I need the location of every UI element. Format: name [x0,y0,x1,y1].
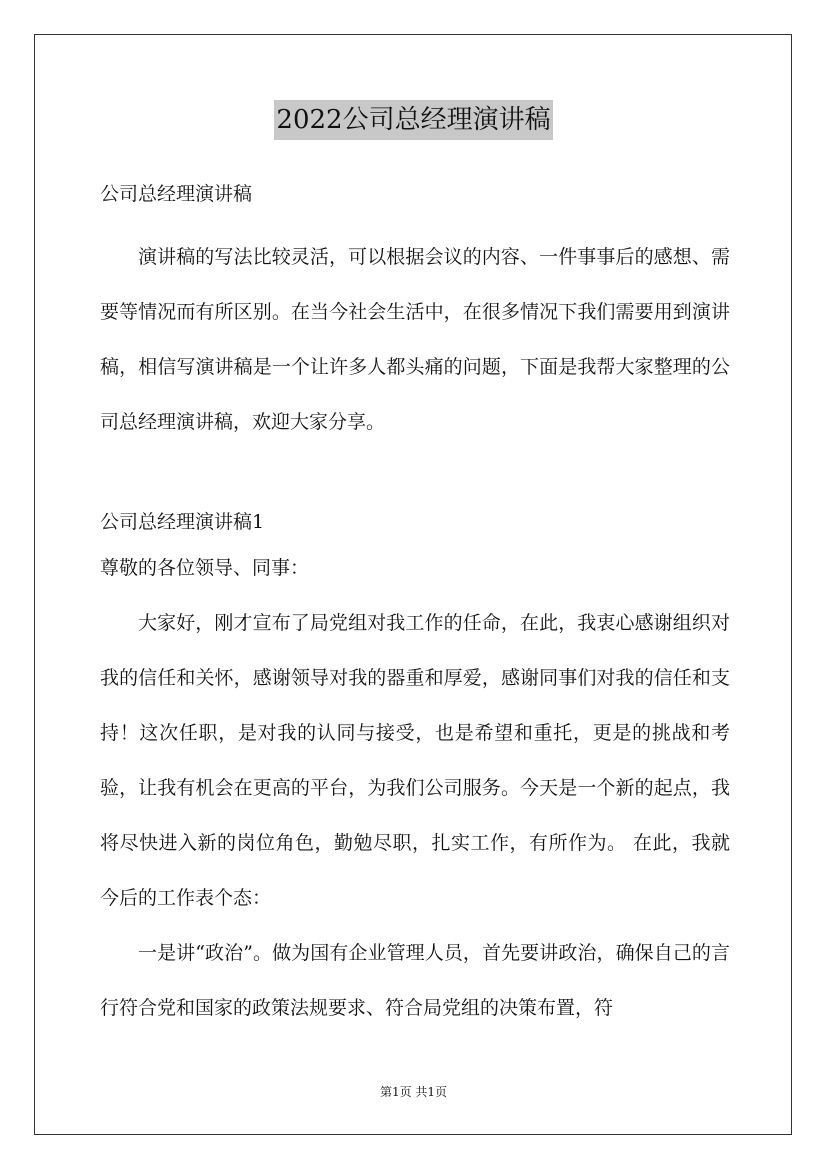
intro-paragraph: 演讲稿的写法比较灵活，可以根据会议的内容、一件事事后的感想、需要等情况而有所区别。在当今社会生活中，在很多情况下我们需要用到演讲稿，相信写演讲稿是一个让许多人都头痛的问题，下面是我帮大家整理的公司总经理演讲稿，欢迎大家分享。 [100,246,730,433]
document-body [100,176,730,1036]
section-title: 公司总经理演讲稿1 [100,511,265,533]
document-title: 2022公司总经理演讲稿 [274,100,552,140]
document-subtitle: 公司总经理演讲稿 [100,183,253,205]
salutation: 尊敬的各位领导、同事： [100,557,310,579]
title-container [0,100,827,140]
body-paragraph-2: 一是讲“政治”。做为国有企业管理人员，首先要讲政治，确保自己的言行符合党和国家的政策法规要求、符合局党组的决策布置，符 [100,942,730,1019]
page-footer: 第1页 共1页 [379,1085,448,1099]
body-paragraph-1: 大家好，刚才宣布了局党组对我工作的任命，在此，我衷心感谢组织对我的信任和关怀，感谢领导对我的器重和厚爱，感谢同事们对我的信任和支持！这次任职，是对我的认同与接受，也是希望和重托，更是的挑战和考验，让我有机会在更高的平台，为我们公司服务。今天是一个新的起点，我将尽快进入新的岗位角色，勤勉尽职，扎实工作，有所作为。 在此，我就今后的工作表个态： [100,612,730,909]
